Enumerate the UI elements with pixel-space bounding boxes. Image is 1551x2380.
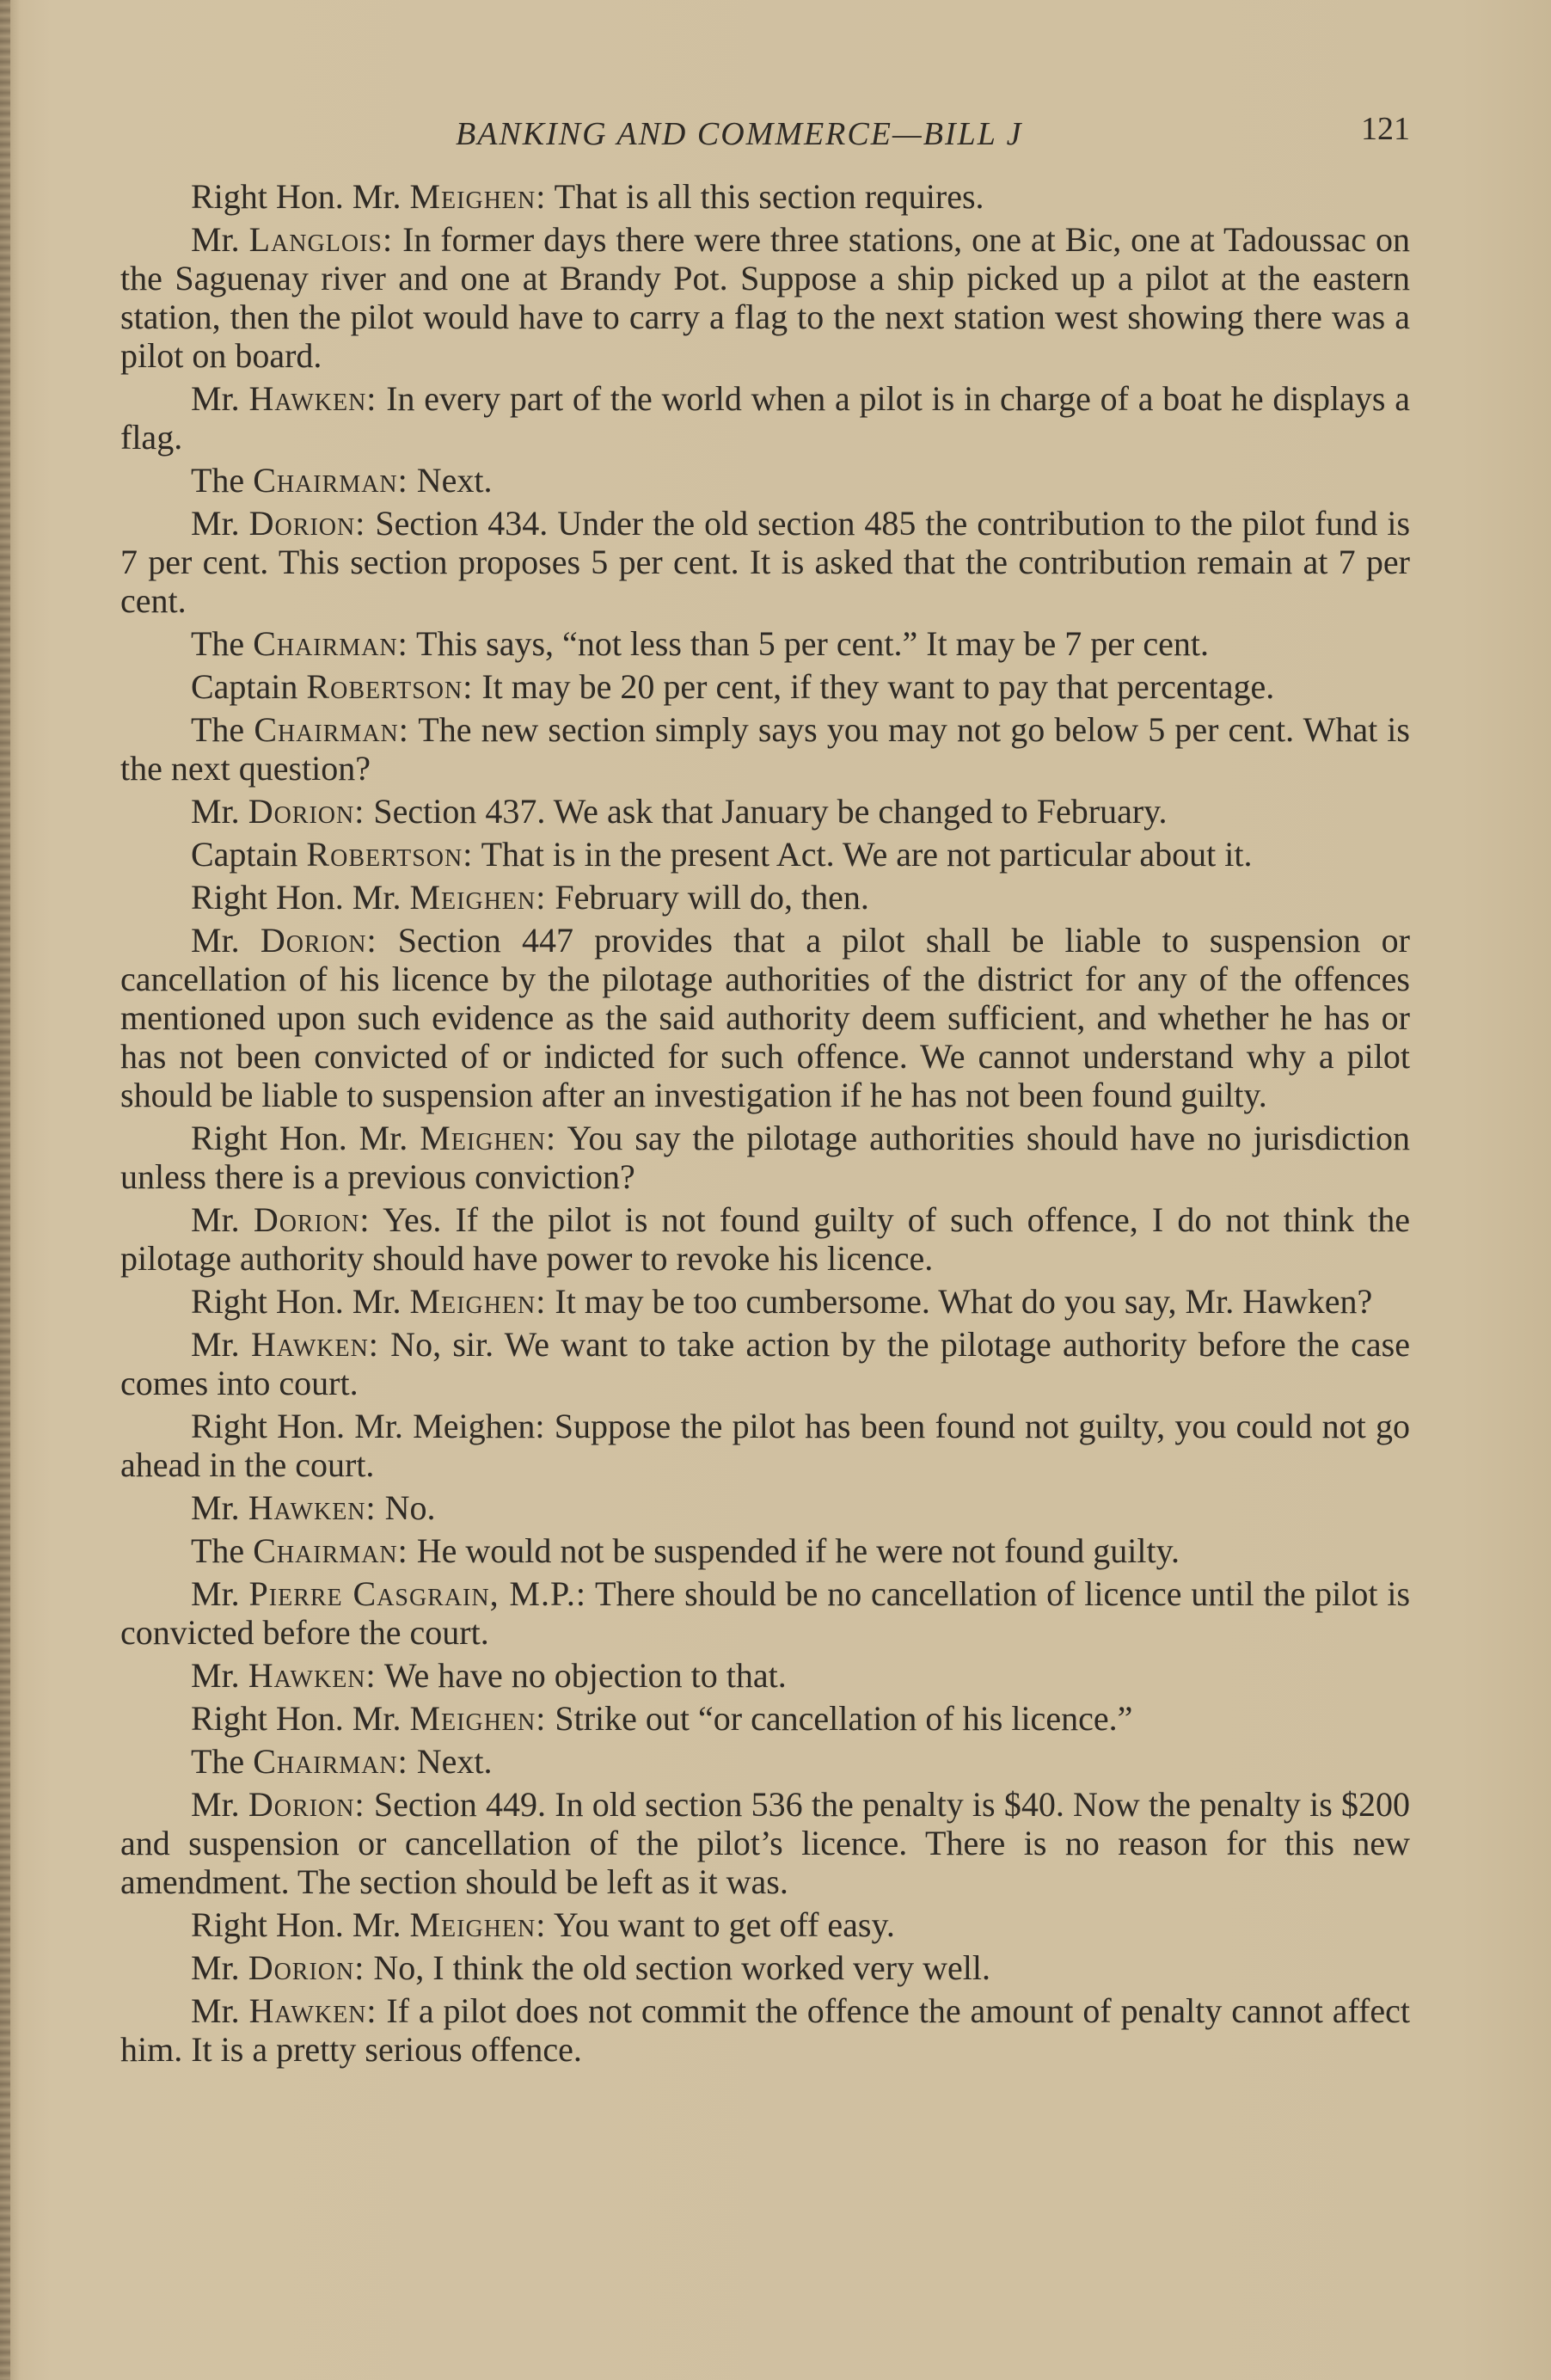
speaker-suffix: : (365, 1488, 377, 1527)
speaker-suffix: : (536, 1699, 547, 1738)
speaker-name: Meighen (409, 1699, 536, 1738)
speaker-suffix: : (355, 504, 366, 543)
speaker-title: Mr. (191, 1488, 248, 1527)
speech-paragraph (120, 1282, 1410, 1321)
speech-paragraph (120, 1742, 1410, 1781)
speech-text: In every part of the world when a pilot is in charge of a boat he displays a flag. (120, 379, 1410, 457)
speech-text: It may be too cumbersome. What do you say, Mr. Hawken? (546, 1282, 1373, 1321)
speech-text: Section 447 provides that a pilot shall be liable to suspension or cancellation of his licence by the pilotage authorities of the district for any of the offences mentioned upon such evidence as the said authority deem sufficient, and whether he has or has not been convicted of or indicted for such offence. We cannot understand why a pilot should be liable to suspension after an investigation if he has not been found guilty. (120, 921, 1410, 1114)
speech-paragraph (120, 1656, 1410, 1695)
speaker-suffix: : (397, 1531, 408, 1570)
speaker-name: Meighen (409, 1905, 536, 1944)
speaker-name: Dorion (260, 921, 367, 960)
speech-paragraph (120, 1699, 1410, 1738)
speech-text: That is in the present Act. We are not particular about it. (473, 835, 1253, 874)
speaker-suffix: : (359, 1200, 371, 1239)
speech-text: If a pilot does not commit the offence the amount of penalty cannot affect him. It is a pretty serious offence. (120, 1991, 1410, 2069)
speaker-suffix: : (354, 1785, 365, 1824)
speaker-suffix: : (368, 1325, 379, 1364)
speaker-suffix: : (545, 1119, 557, 1157)
speaker-suffix: : (365, 1656, 377, 1695)
speech-text: This says, “not less than 5 per cent.” It may be 7 per cent. (408, 624, 1209, 663)
speaker-name: Meighen (420, 1119, 546, 1157)
speaker-title: Captain (191, 667, 307, 706)
speech-paragraph (120, 710, 1410, 788)
speech-text: There should be no cancellation of licence until the pilot is convicted before the court. (120, 1574, 1411, 1652)
speaker-title: Mr. (191, 792, 248, 831)
speaker-title: Mr. (191, 379, 249, 418)
speaker-title: Right Hon. Mr. (191, 878, 410, 917)
speaker-suffix: : (397, 461, 408, 500)
speaker-title: The (191, 710, 254, 749)
speaker-title: Right Hon. Mr. (191, 177, 410, 216)
speech-text: Section 434. Under the old section 485 the contribution to the pilot fund is 7 per cent. This section proposes 5 per cent. It is asked that the contribution remain at 7 per cent. (120, 504, 1411, 620)
speech-paragraph (120, 921, 1410, 1114)
speaker-suffix: : (463, 835, 474, 874)
speaker-name: Dorion (253, 1200, 360, 1239)
speech-paragraph (120, 1991, 1410, 2069)
speech-text: Suppose the pilot has been found not guilty, you could not go ahead in the court. (120, 1407, 1410, 1484)
speaker-name: Chairman (253, 461, 398, 500)
speech-text: No, I think the old section worked very well. (365, 1948, 990, 1987)
speaker-name: Dorion (248, 792, 355, 831)
speaker-name: Hawken (248, 379, 367, 418)
speech-paragraph (120, 1325, 1410, 1402)
speaker-title: Mr. (191, 1656, 248, 1695)
speech-paragraph (120, 667, 1410, 706)
speech-text: It may be 20 per cent, if they want to pay that percentage. (473, 667, 1275, 706)
speech-text: You say the pilotage authorities should have no jurisdiction unless there is a previous conviction? (120, 1119, 1410, 1196)
speech-text: Next. (408, 461, 493, 500)
speech-text: No, sir. We want to take action by the pilotage authority before the case comes into court. (120, 1325, 1410, 1402)
speaker-title: The (191, 461, 254, 500)
speech-text: That is all this section requires. (546, 177, 984, 216)
speaker-suffix: : (397, 624, 408, 663)
speech-paragraph (120, 1531, 1410, 1570)
speaker-title: Right Hon. Mr. (191, 1699, 410, 1738)
speaker-name: Chairman (253, 1531, 398, 1570)
speaker-name: Robertson (306, 667, 463, 706)
speech-paragraph (120, 379, 1410, 457)
speaker-name: Hawken (248, 1656, 366, 1695)
speech-paragraph (120, 1948, 1410, 1987)
speaker-title: Right Hon. Mr. (191, 1905, 410, 1944)
speech-paragraph (120, 624, 1410, 663)
speaker-name: Hawken (248, 1991, 367, 2030)
page-number: 121 (1361, 111, 1410, 147)
speaker-title: Right Hon. Mr. Meighen: (191, 1407, 545, 1445)
speech-text: Next. (408, 1742, 493, 1781)
speech-text: Section 437. We ask that January be changed to February. (365, 792, 1168, 831)
speaker-suffix: : (354, 792, 365, 831)
speech-paragraph (120, 1488, 1410, 1527)
speaker-suffix: : (463, 667, 474, 706)
speaker-name: Dorion (248, 1948, 355, 1987)
speaker-suffix: : (382, 220, 394, 259)
speaker-title: Mr. (191, 1991, 249, 2030)
speech-text: Strike out “or cancellation of his licence.” (546, 1699, 1133, 1738)
speaker-name: Robertson (306, 835, 463, 874)
speaker-name: Langlois (248, 220, 383, 259)
speaker-suffix: : (536, 1905, 547, 1944)
speech-text: We have no objection to that. (376, 1656, 787, 1695)
speaker-title: Mr. (191, 1200, 254, 1239)
speaker-title: Mr. (191, 1574, 249, 1613)
speech-text: February will do, then. (546, 878, 869, 917)
speech-paragraph (120, 504, 1410, 620)
speech-paragraph (120, 1574, 1410, 1652)
page-header (120, 110, 1410, 162)
speech-paragraph (120, 461, 1410, 500)
speaker-suffix: : (366, 1991, 377, 2030)
speaker-title: Mr. (191, 921, 261, 960)
speech-paragraph (120, 835, 1410, 874)
speaker-suffix: : (536, 177, 547, 216)
speaker-name: Dorion (248, 1785, 355, 1824)
running-title: BANKING AND COMMERCE—BILL J (456, 116, 1023, 152)
speaker-name: Chairman (253, 1742, 398, 1781)
speaker-name: Chairman (253, 624, 398, 663)
speaker-title: Mr. (191, 1325, 251, 1364)
speaker-suffix: : (366, 921, 377, 960)
speech-text: He would not be suspended if he were not found guilty. (408, 1531, 1180, 1570)
speaker-title: Mr. (191, 1948, 248, 1987)
speech-text: Section 449. In old section 536 the penalty is $40. Now the penalty is $200 and suspension or cancellation of the pilot’s licence. There is no reason for this new amendment. The section should be left as it was. (120, 1785, 1410, 1901)
speaker-name: Hawken (250, 1325, 369, 1364)
speaker-title: The (191, 1742, 254, 1781)
speech-text: No. (376, 1488, 436, 1527)
speaker-name: Chairman (254, 710, 399, 749)
speaker-title: Captain (191, 835, 307, 874)
speech-text: The new section simply says you may not go below 5 per cent. What is the next question? (120, 710, 1410, 788)
speaker-suffix: , M.P.: (489, 1574, 586, 1613)
speaker-suffix: : (536, 878, 547, 917)
speech-text: In former days there were three stations, one at Bic, one at Tadoussac on the Saguenay river and one at Brandy Pot. Suppose a ship picked up a pilot at the eastern station, then the pilot would have to carry a flag to the next station west showing there was a pilot on board. (120, 220, 1410, 375)
speaker-title: Right Hon. Mr. (191, 1282, 410, 1321)
speaker-name: Meighen (409, 1282, 536, 1321)
speaker-title: The (191, 1531, 254, 1570)
speaker-name: Meighen (409, 878, 536, 917)
speaker-name: Hawken (248, 1488, 366, 1527)
speaker-title: Right Hon. Mr. (191, 1119, 420, 1157)
speech-paragraph (120, 220, 1410, 375)
speech-paragraph (120, 1200, 1410, 1278)
speech-text: Yes. If the pilot is not found guilty of such offence, I do not think the pilotage authority should have power to revoke his licence. (120, 1200, 1410, 1278)
speech-paragraph (120, 1407, 1410, 1484)
speaker-title: The (191, 624, 254, 663)
speech-paragraph (120, 1119, 1410, 1196)
speech-paragraph (120, 792, 1410, 831)
speaker-suffix: : (536, 1282, 547, 1321)
speaker-name: Dorion (248, 504, 356, 543)
speaker-title: Mr. (191, 504, 249, 543)
speech-paragraph (120, 1905, 1410, 1944)
speech-paragraph (120, 878, 1410, 917)
speaker-suffix: : (398, 710, 409, 749)
speaker-title: Mr. (191, 1785, 248, 1824)
speech-paragraph (120, 1785, 1410, 1901)
speaker-name: Meighen (409, 177, 536, 216)
speaker-name: Pierre Casgrain (248, 1574, 490, 1613)
speaker-suffix: : (397, 1742, 408, 1781)
speaker-title: Mr. (191, 220, 249, 259)
speech-text: You want to get off easy. (546, 1905, 895, 1944)
speaker-suffix: : (366, 379, 377, 418)
book-spine-edge (0, 0, 10, 2380)
speech-paragraph (120, 177, 1410, 216)
page-body (120, 177, 1410, 2073)
speaker-suffix: : (354, 1948, 365, 1987)
